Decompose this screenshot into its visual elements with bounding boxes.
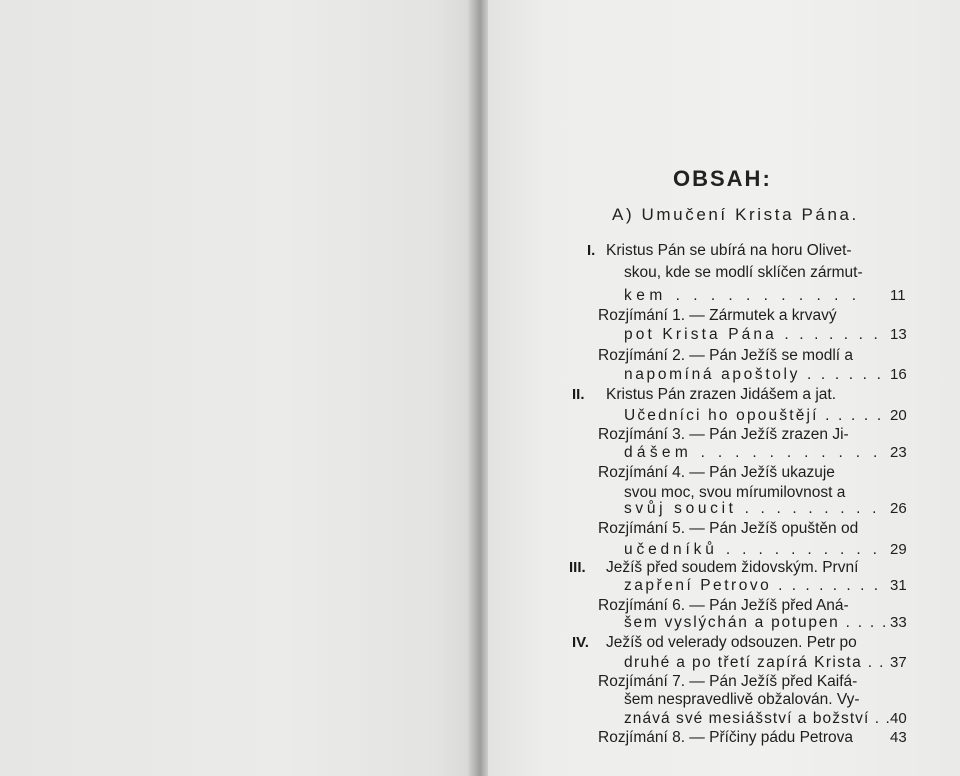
toc-entry-text: Ježíš před soudem židovským. První <box>606 559 859 576</box>
toc-entry-page-number: 13 <box>890 326 907 343</box>
toc-entry-text: Kristus Pán se ubírá na horu Olivet- <box>606 242 852 259</box>
toc-entry <box>0 364 960 386</box>
toc-entry-text: Rozjímání 1. — Zármutek a krvavý <box>598 307 837 324</box>
toc-entry-number: IV. <box>572 634 589 651</box>
toc-entry <box>0 727 960 749</box>
toc-entry-page-number: 40 <box>890 710 907 727</box>
toc-entry-text: Rozjímání 2. — Pán Ježíš se modlí a <box>598 347 853 364</box>
toc-entry <box>0 462 960 484</box>
toc-entry-number: II. <box>572 386 585 403</box>
toc-entry-text: svou moc, svou mírumilovnost a <box>624 484 846 501</box>
toc-entry-text: zapření Petrovo . . . . . . . . <box>624 577 881 594</box>
toc-entry-page-number: 43 <box>890 729 907 746</box>
toc-entry-text: Kristus Pán zrazen Jidášem a jat. <box>606 386 837 403</box>
toc-entry-text: Rozjímání 6. — Pán Ježíš před Aná- <box>598 597 849 614</box>
toc-entry-text: znává své mesiášství a božství . . <box>624 710 891 727</box>
section-heading: A) Umučení Krista Pána. <box>612 205 859 224</box>
toc-entry <box>0 575 960 597</box>
toc-entry-page-number: 37 <box>890 654 907 671</box>
toc-entry-page-number: 11 <box>890 287 906 304</box>
toc-entry-page-number: 16 <box>890 366 907 383</box>
toc-entry-page-number: 20 <box>890 407 907 424</box>
toc-entry <box>0 442 960 464</box>
toc-entry <box>0 632 960 654</box>
toc-entry-text: Rozjímání 4. — Pán Ježíš ukazuje <box>598 464 835 481</box>
toc-entry-text: druhé a po třetí zapírá Krista . . <box>624 654 885 671</box>
toc-entry-text: Rozjímání 5. — Pán Ježíš opuštěn od <box>598 520 859 537</box>
toc-entry <box>0 324 960 346</box>
toc-entry-text: Ježíš od velerady odsouzen. Petr po <box>606 634 857 651</box>
toc-entry-number: I. <box>587 242 596 259</box>
toc-entry-text: napomíná apoštoly . . . . . . <box>624 366 884 383</box>
toc-entry <box>0 384 960 406</box>
toc-entry-text: dášem . . . . . . . . . . . <box>624 444 882 461</box>
toc-entry <box>0 498 960 520</box>
toc-entry-text: skou, kde se modlí sklíčen zármut- <box>624 264 863 281</box>
toc-entry-page-number: 23 <box>890 444 907 461</box>
toc-entry <box>0 285 960 307</box>
contents-heading: OBSAH: <box>673 166 772 191</box>
toc-entry-text: pot Krista Pána . . . . . . . <box>624 326 881 343</box>
toc-entry-text: učedníků . . . . . . . . . . <box>624 541 881 558</box>
toc-entry-text: Rozjímání 3. — Pán Ježíš zrazen Ji- <box>598 426 849 443</box>
toc-entry-text: šem nespravedlivě obžalován. Vy- <box>624 691 860 708</box>
toc-entry <box>0 612 960 634</box>
toc-entry-text: Rozjímání 8. — Příčiny pádu Petrova <box>598 729 854 746</box>
toc-entry-text: kem . . . . . . . . . . . <box>624 287 861 304</box>
toc-entry-page-number: 26 <box>890 500 907 517</box>
toc-entry-number: III. <box>569 559 586 576</box>
toc-entry-page-number: 33 <box>890 614 907 631</box>
toc-entry <box>0 518 960 540</box>
toc-entry-page-number: 31 <box>890 577 907 594</box>
toc-entry-text: Učedníci ho opouštějí . . . . . <box>624 407 884 424</box>
toc-entry-text: Rozjímání 7. — Pán Ježíš před Kaifá- <box>598 673 858 690</box>
toc-entry-page-number: 29 <box>890 541 907 558</box>
toc-entry-text: šem vyslýchán a potupen . . . . <box>624 614 889 631</box>
toc-entry <box>0 240 960 262</box>
toc-entry-text: svůj soucit . . . . . . . . . <box>624 500 881 517</box>
toc-entry <box>0 262 960 284</box>
